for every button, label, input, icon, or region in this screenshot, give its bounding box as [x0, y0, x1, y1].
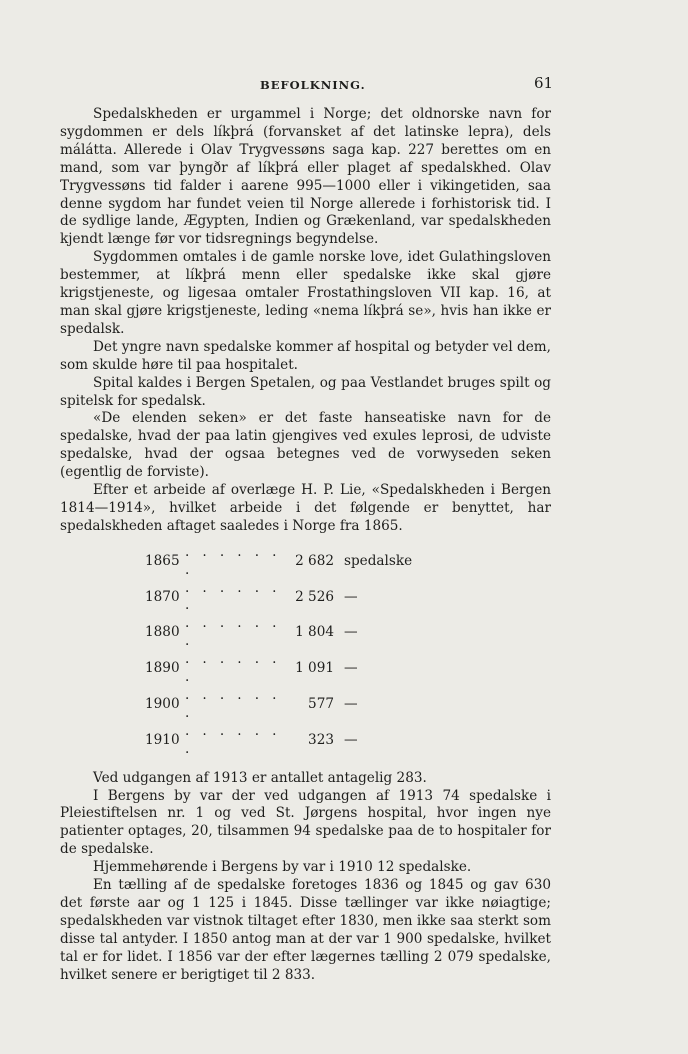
paragraph: I Bergens by var der ved udgangen af 1913 74 spedalske i Pleiestiftelsen nr. 1 og ved St. Jørgens hospital, hvor ingen nye patienter optages, 20, tilsammen 94 spedalske paa de to hospitaler for de spedalske.	[60, 787, 551, 858]
ditto-dash: —	[344, 695, 358, 712]
paragraph: Spital kaldes i Bergen Spetalen, og paa Vestlandet bruges spilt og spitelsk for spedalsk.	[60, 374, 551, 409]
table-row	[145, 651, 412, 687]
paragraph: Efter et arbeide af overlæge H. P. Lie, «Spedalskheden i Bergen 1814—1914», hvilket arbeide i det følgende er benyttet, har spedalskheden aftaget saaledes i Norge fra 1865.	[60, 482, 551, 534]
paragraph: Ved udgangen af 1913 er antallet antagelig 283.	[93, 769, 427, 786]
count-cell: 2 526	[295, 588, 334, 605]
table-row	[145, 580, 412, 616]
ditto-dash: —	[344, 624, 358, 641]
count-cell: 323	[308, 731, 334, 748]
ditto-dash: —	[344, 588, 358, 605]
paragraph: Hjemmehørende i Bergens by var i 1910 12 spedalske.	[93, 859, 472, 876]
leprosy-statistics-table	[145, 544, 412, 759]
paragraph: Det yngre navn spedalske kommer af hospital og betyder vel dem, som skulde høre til paa hospitalet.	[60, 338, 551, 373]
year-cell: 1880	[145, 624, 180, 641]
paragraph: «De elenden seken» er det faste hanseatiske navn for de spedalske, hvad der paa latin gjengives ved exules leprosi, de udviste spedalske, hvad der ogsaa betegnes ved de vorwyseden seken (egentlig de forviste).	[60, 410, 551, 481]
leader-dots: . . . . . . .	[185, 687, 280, 721]
leader-dots: . . . . . . .	[185, 651, 280, 686]
count-cell: 1 091	[295, 660, 334, 677]
ditto-dash: —	[344, 731, 358, 748]
year-cell: 1910	[145, 731, 180, 748]
count-cell: 577	[308, 695, 334, 712]
table-row	[145, 615, 412, 651]
table-row	[145, 544, 412, 580]
paragraph: Sygdommen omtales i de gamle norske love, idet Gulathingsloven bestemmer, at líkþrá menn eller spedalske ikke skal gjøre krigstjeneste, og ligesaa omtaler Frostathingsloven VII kap. 16, at man skal gjøre krigstjeneste, leding «nema líkþrá se», hvis han ikke er spedalsk.	[60, 249, 551, 337]
year-cell: 1890	[145, 660, 180, 677]
year-cell: 1870	[145, 588, 180, 605]
running-header: BEFOLKNING.	[260, 78, 366, 92]
ditto-dash: —	[344, 660, 358, 677]
table-row	[145, 687, 412, 723]
year-cell: 1865	[145, 552, 180, 569]
paragraph: Spedalskheden er urgammel i Norge; det oldnorske navn for sygdommen er dels líkþrá (forvansket af det latinske lepra), dels málátta. Allerede i Olav Trygvessøns saga kap. 227 berettes om en mand, som var þyngðr af líkþrá eller plaget af spedalskhed. Olav Trygvessøns tid falder i aarene 995—1000 eller i vikingetiden, saa denne sygdom har fundet veien til Norge allerede i forhistorisk tid. I de sydlige lande, Ægypten, Indien og Grækenland, var spedalskheden kjendt længe før vor tidsregnings begyndelse.	[60, 106, 551, 248]
paragraph: En tælling af de spedalske foretoges 1836 og 1845 og gav 630 det første aar og 1 125 i 1845. Disse tællinger var ikke nøiagtige; spedalskheden var vistnok tiltaget efter 1830, men ikke saa sterkt som disse tal antyder. I 1850 antog man at der var 1 900 spedalske, hvilket tal er for lidet. I 1856 var der efter lægernes tælling 2 079 spedalske, hvilket senere er berigtiget til 2 833.	[60, 877, 551, 983]
count-cell: 2 682	[295, 552, 334, 569]
page-number: 61	[534, 74, 554, 92]
leader-dots: . . . . . . .	[185, 615, 280, 650]
body-text	[60, 106, 551, 985]
leader-dots: . . . . . . .	[185, 543, 280, 578]
leader-dots: . . . . . . .	[185, 722, 280, 757]
count-cell: 1 804	[295, 624, 334, 641]
table-row	[145, 723, 412, 759]
year-cell: 1900	[145, 695, 180, 712]
unit-cell: spedalske	[344, 552, 413, 569]
leader-dots: . . . . . . .	[185, 579, 280, 614]
